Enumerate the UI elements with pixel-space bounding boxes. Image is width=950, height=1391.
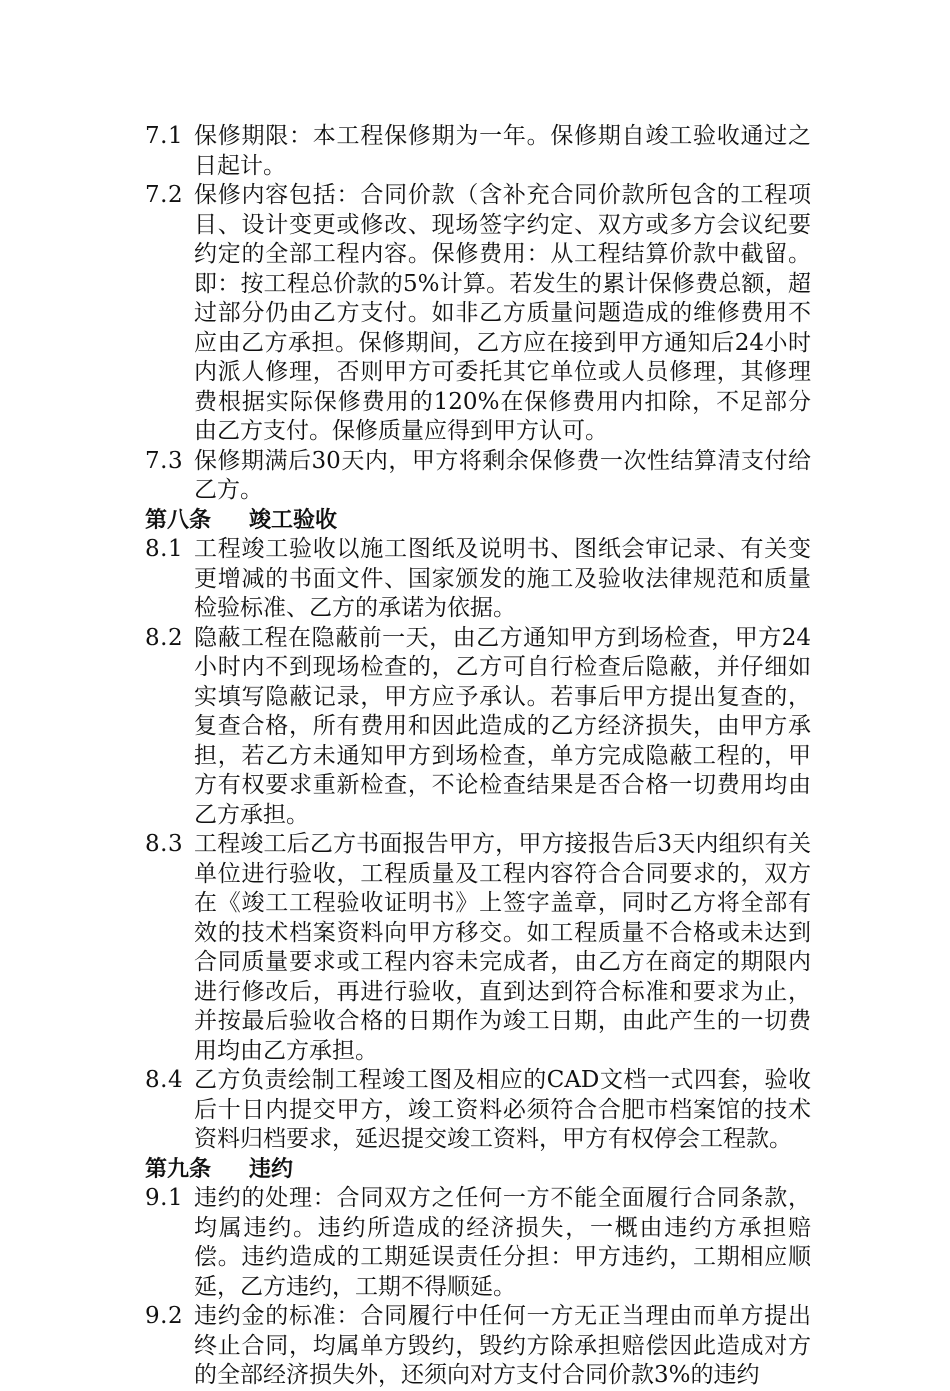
- clause-8-2: [145, 624, 811, 831]
- clause-7-3: [145, 447, 811, 506]
- clause-text: 保修期限：本工程保修期为一年。保修期自竣工验收通过之日起计。: [194, 123, 811, 179]
- clause-text: 保修期满后30天内，甲方将剩余保修费一次性结算清支付给乙方。: [194, 447, 811, 503]
- clause-number: 8.2: [145, 624, 184, 651]
- clause-8-3: [145, 830, 811, 1066]
- article-9-heading: [145, 1155, 811, 1185]
- article-8-label: 第八条: [145, 507, 212, 533]
- clause-7-1: [145, 122, 811, 181]
- clause-text: 工程竣工后乙方书面报告甲方，甲方接报告后3天内组织有关单位进行验收，工程质量及工程内容符合合同要求的，双方在《竣工工程验收证明书》上签字盖章，同时乙方将全部有效的技术档案资料向甲方移交。如工程质量不合格或未达到合同质量要求或工程内容未完成者，由乙方在商定的期限内进行修改后，再进行验收，直到达到符合标准和要求为止，并按最后验收合格的日期作为竣工日期，由此产生的一切费用均由乙方承担。: [194, 831, 811, 1064]
- clause-8-4: [145, 1066, 811, 1155]
- clause-text: 乙方负责绘制工程竣工图及相应的CAD文档一式四套，验收后十日内提交甲方，竣工资料必须符合合肥市档案馆的技术资料归档要求，延迟提交竣工资料，甲方有权停会工程款。: [194, 1067, 811, 1152]
- clause-text: 违约金的标准：合同履行中任何一方无正当理由而单方提出终止合同，均属单方毁约，毁约方除承担赔偿因此造成对方的全部经济损失外，还须向对方支付合同价款3%的违约: [194, 1303, 811, 1388]
- clause-9-1: [145, 1184, 811, 1302]
- clause-number: 7.2: [145, 182, 184, 208]
- clause-number: 7.1: [145, 123, 184, 149]
- clause-number: 9.1: [145, 1185, 184, 1211]
- article-9-title: 违约: [249, 1156, 294, 1182]
- article-9-label: 第九条: [145, 1156, 212, 1182]
- clause-9-2: [145, 1302, 811, 1391]
- contract-body: [145, 122, 811, 1391]
- article-8-heading: [145, 506, 811, 536]
- article-8-title: 竣工验收: [249, 507, 338, 533]
- clause-number: 8.1: [145, 536, 184, 562]
- clause-7-2: [145, 181, 811, 447]
- clause-8-1: [145, 535, 811, 624]
- clause-number: 7.3: [145, 447, 184, 474]
- clause-number: 8.4: [145, 1067, 184, 1093]
- clause-text: 工程竣工验收以施工图纸及说明书、图纸会审记录、有关变更增减的书面文件、国家颁发的施工及验收法律规范和质量检验标准、乙方的承诺为依据。: [194, 536, 811, 621]
- clause-number: 9.2: [145, 1303, 184, 1329]
- clause-number: 8.3: [145, 831, 184, 857]
- clause-text: 隐蔽工程在隐蔽前一天，由乙方通知甲方到场检查，甲方24小时内不到现场检查的，乙方可自行检查后隐蔽，并仔细如实填写隐蔽记录，甲方应予承认。若事后甲方提出复查的，复查合格，所有费用和因此造成的乙方经济损失，由甲方承担，若乙方未通知甲方到场检查，单方完成隐蔽工程的，甲方有权要求重新检查，不论检查结果是否合格一切费用均由乙方承担。: [194, 624, 811, 828]
- clause-text: 违约的处理：合同双方之任何一方不能全面履行合同条款，均属违约。违约所造成的经济损失，一概由违约方承担赔偿。违约造成的工期延误责任分担：甲方违约，工期相应顺延，乙方违约，工期不得顺延。: [194, 1185, 811, 1300]
- clause-text: 保修内容包括：合同价款（含补充合同价款所包含的工程项目、设计变更或修改、现场签字约定、双方或多方会议纪要约定的全部工程内容。保修费用：从工程结算价款中截留。即：按工程总价款的5%计算。若发生的累计保修费总额，超过部分仍由乙方支付。如非乙方质量问题造成的维修费用不应由乙方承担。保修期间，乙方应在接到甲方通知后24小时内派人修理，否则甲方可委托其它单位或人员修理，其修理费根据实际保修费用的120%在保修费用内扣除，不足部分由乙方支付。保修质量应得到甲方认可。: [194, 182, 811, 444]
